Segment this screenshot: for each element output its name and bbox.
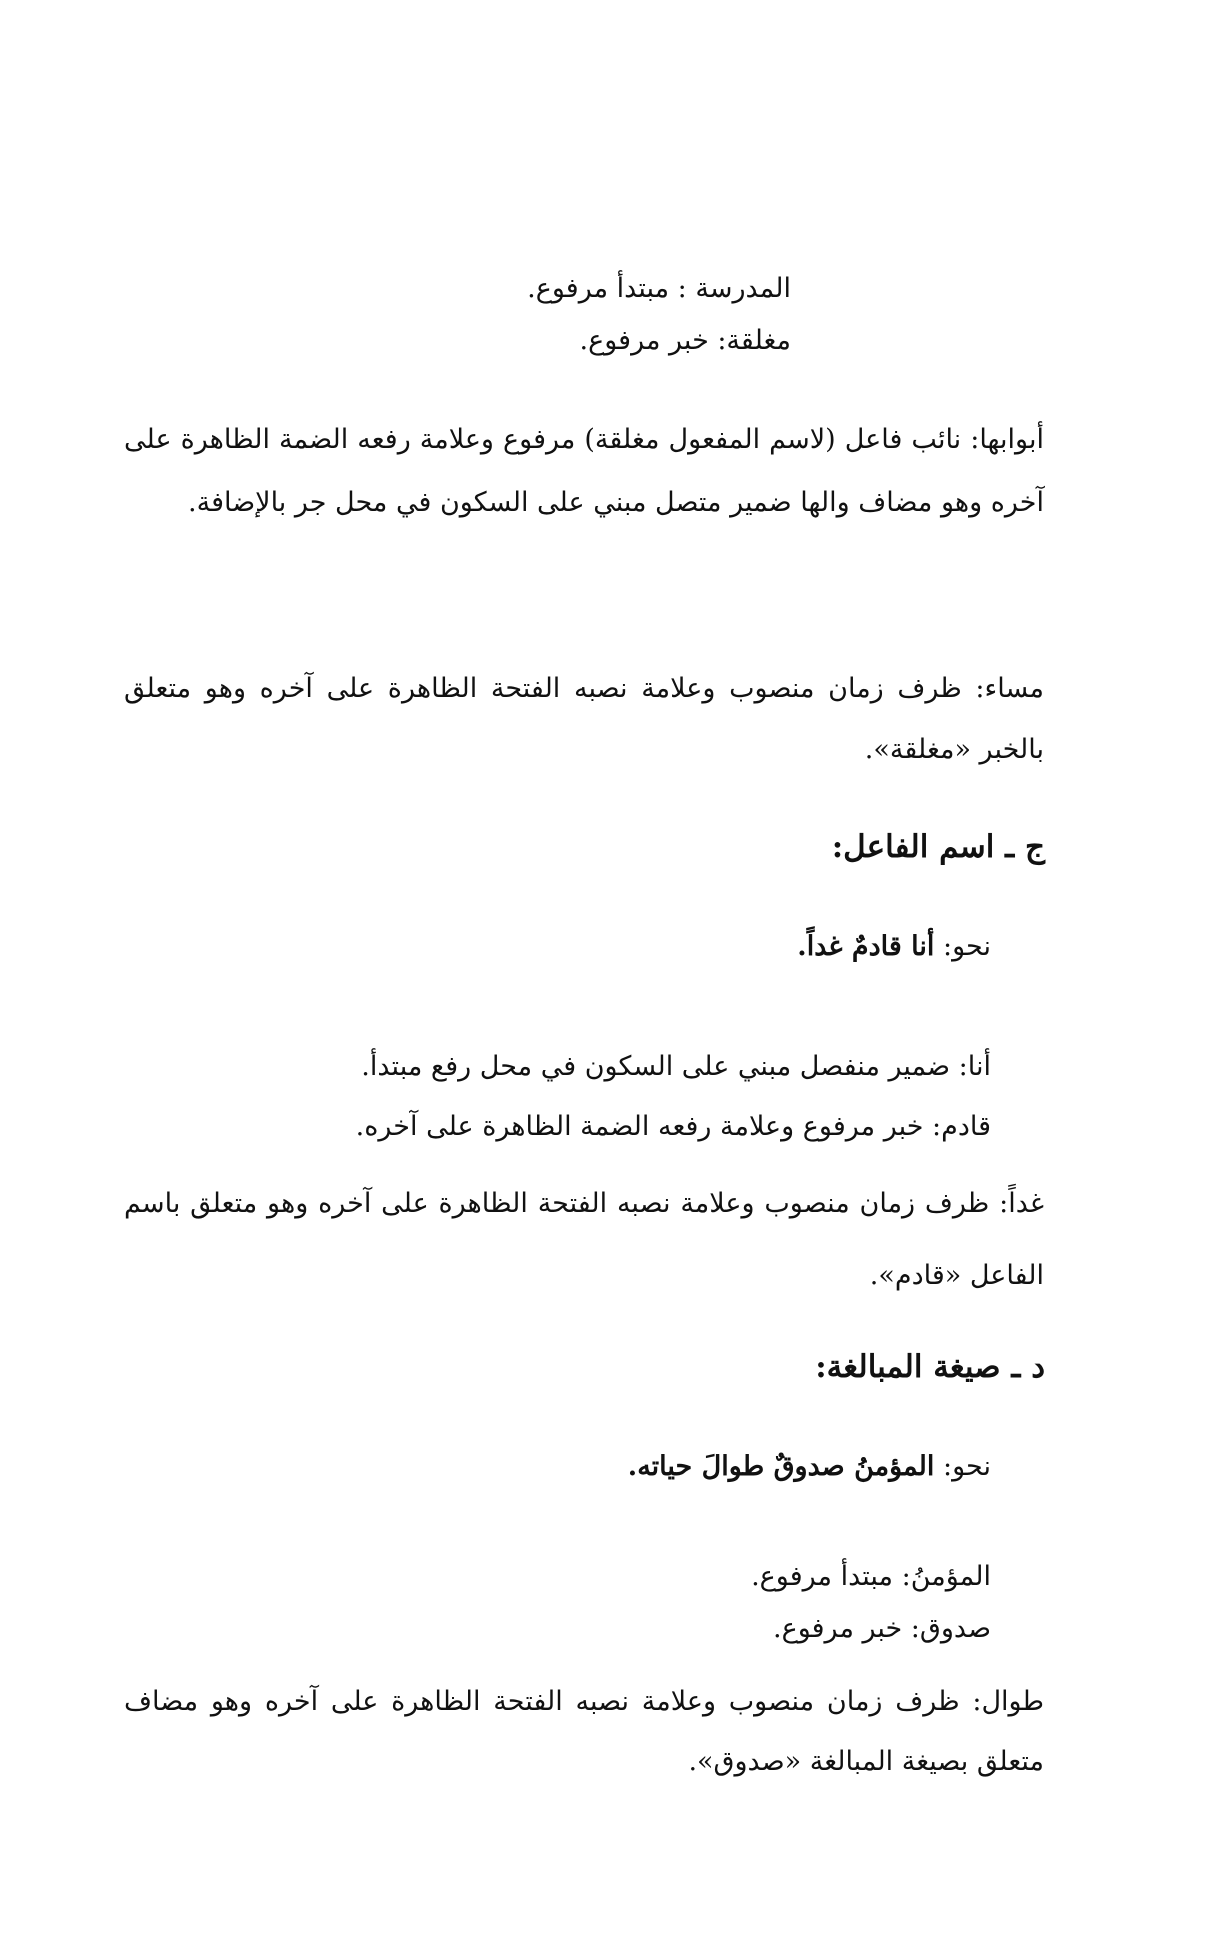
example-text: المؤمنُ صدوقٌ طوالَ حياته. <box>627 1451 935 1482</box>
text-line: المدرسة : مبتدأ مرفوع. <box>527 273 791 304</box>
text-line: صدوق: خبر مرفوع. <box>773 1613 991 1644</box>
paragraph: طوال: ظرف زمان منصوب وعلامة نصبه الفتحة الظاهرة على آخره وهو مضاف متعلق بصيغة المبالغة «صدوق». <box>124 1686 1044 1777</box>
section-heading: ج ـ اسم الفاعل: <box>831 829 1045 865</box>
example-line <box>797 930 991 964</box>
example-line <box>628 1450 991 1484</box>
section-heading: د ـ صيغة المبالغة: <box>815 1349 1045 1385</box>
paragraph: مساء: ظرف زمان منصوب وعلامة نصبه الفتحة الظاهرة على آخره وهو متعلق بالخبر «مغلقة». <box>124 673 1044 765</box>
example-prefix: نحو: <box>943 1451 991 1482</box>
example-prefix: نحو: <box>943 931 991 962</box>
paragraph: غداً: ظرف زمان منصوب وعلامة نصبه الفتحة الظاهرة على آخره وهو متعلق باسم الفاعل «قادم». <box>124 1188 1044 1291</box>
paragraph: أبوابها: نائب فاعل (لاسم المفعول مغلقة) مرفوع وعلامة رفعه الضمة الظاهرة على آخره وهو مضاف والها ضمير متصل مبني على السكون في محل جر بالإضافة. <box>124 424 1044 518</box>
example-text: أنا قادمٌ غداً. <box>797 931 935 962</box>
text-line: مغلقة: خبر مرفوع. <box>579 325 791 356</box>
text-line: أنا: ضمير منفصل مبني على السكون في محل رفع مبتدأ. <box>361 1051 991 1082</box>
text-line: المؤمنُ: مبتدأ مرفوع. <box>751 1561 991 1592</box>
text-line: قادم: خبر مرفوع وعلامة رفعه الضمة الظاهرة على آخره. <box>355 1111 991 1142</box>
